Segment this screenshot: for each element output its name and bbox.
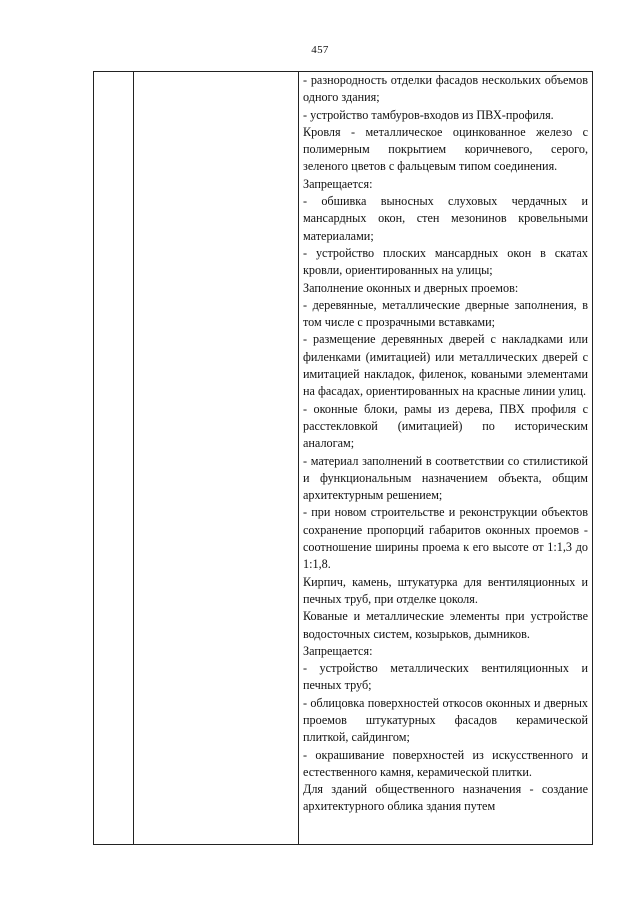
requirements-text-cell [303,72,588,816]
text-line: - оконные блоки, рамы из дерева, ПВХ профиля с расстекловкой (имитацией) по историческим аналогам; [303,401,588,451]
text-line: - устройство тамбуров-входов из ПВХ-профиля. [303,107,554,122]
text-line: - устройство металлических вентиляционных и печных труб; [303,661,588,693]
text-line: - устройство плоских мансардных окон в скатах кровли, ориентированных на улицы; [303,245,588,278]
table-border-right [592,71,593,844]
text-line: - размещение деревянных дверей с накладками или филенками (имитацией) или металлических дверей с имитацией накладок, филенок, коваными элементами на фасадах, ориентированных на красные линии улиц. [303,332,588,399]
text-line: - материал заполнений в соответствии со стилистикой и функциональным назначением объекта, общим архитектурным решением; [303,453,588,503]
text-line: Запрещается: [303,176,373,191]
text-line: Заполнение оконных и дверных проемов: [303,280,519,295]
table-border-left [93,71,94,844]
text-line: - деревянные, металлические дверные заполнения, в том числе с прозрачными вставками; [303,297,588,330]
table-divider-2 [298,71,299,844]
text-line: - разнородность отделки фасадов нескольких объемов одного здания; [303,73,588,105]
text-line: - обшивка выносных слуховых чердачных и мансардных окон, стен мезонинов кровельными материалами; [303,194,588,243]
text-line: - окрашивание поверхностей из искусственного и естественного камня, керамической плитки. [303,747,588,779]
page-number: 457 [311,44,329,56]
text-line: Кованые и металлические элементы при устройстве водосточных систем, козырьков, дымников. [303,609,588,641]
text-line: - облицовка поверхностей откосов оконных и дверных проемов штукатурных фасадов керамической плиткой, сайдингом; [303,695,588,745]
table-divider-1 [133,71,134,844]
text-line: Для зданий общественного назначения - создание архитектурного облика здания путем [303,782,588,814]
text-line: Кровля - металлическое оцинкованное железо с полимерным покрытием коричневого, серого, зеленого цветов с фальцевым типом соединения. [303,124,588,174]
text-line: Запрещается: [303,643,373,658]
text-line: - при новом строительстве и реконструкции объектов сохранение пропорций габаритов оконных проемов - соотношение ширины проема к его высоте от 1:1,3 до 1:1,8. [303,505,588,572]
text-line: Кирпич, камень, штукатурка для вентиляционных и печных труб, при отделке цоколя. [303,574,588,606]
